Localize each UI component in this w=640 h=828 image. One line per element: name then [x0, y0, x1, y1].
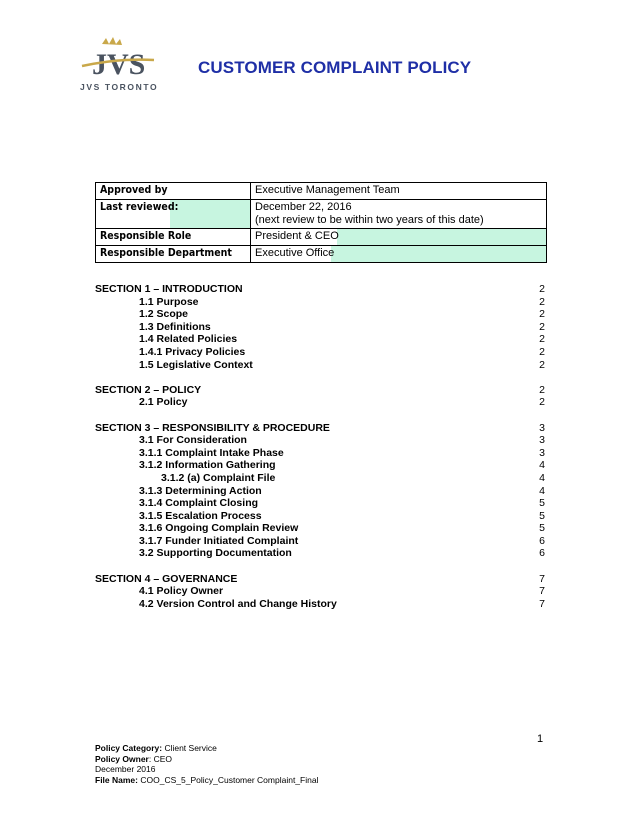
- toc-subsection-entry[interactable]: [95, 447, 547, 460]
- toc-subsection-entry[interactable]: [95, 321, 547, 334]
- footer-category: Policy Category: Client Service: [95, 743, 217, 753]
- toc-entry-page: 5: [539, 522, 545, 535]
- toc-subsection-entry[interactable]: [95, 547, 547, 560]
- toc-entry-page: 6: [539, 547, 545, 560]
- toc-subsection-entry[interactable]: [95, 535, 547, 548]
- toc-entry-page: 4: [539, 471, 545, 484]
- toc-entry-label: 3.1.7 Funder Initiated Complaint: [139, 534, 299, 547]
- toc-entry-label: 4.1 Policy Owner: [139, 585, 224, 598]
- toc-entry-label: SECTION 4 – GOVERNANCE: [95, 572, 238, 585]
- footer-file-name: File Name: COO_CS_5_Policy_Customer Complaint_Final: [95, 774, 319, 785]
- toc-entry-page: 4: [539, 484, 545, 497]
- last-reviewed-label: Last reviewed:: [96, 200, 251, 229]
- toc-entry-page: 5: [539, 497, 545, 510]
- toc-subsection-entry[interactable]: [95, 510, 547, 523]
- responsible-department-value: Executive Office: [251, 246, 547, 263]
- last-reviewed-value: December 22, 2016 (next review to be within two years of this date): [251, 200, 547, 229]
- toc-entry-label: 3.1.3 Determining Action: [139, 484, 262, 497]
- table-of-contents: [95, 283, 547, 610]
- toc-entry-label: 1.5 Legislative Context: [139, 358, 253, 371]
- toc-entry-page: 2: [539, 308, 545, 321]
- toc-entry-label: 1.4 Related Policies: [139, 333, 238, 346]
- toc-entry-page: 7: [539, 585, 545, 598]
- toc-subsection-entry[interactable]: [95, 333, 547, 346]
- responsible-role-label: Responsible Role: [96, 229, 251, 246]
- footer-date: December 2016: [95, 764, 156, 774]
- toc-entry-page: 7: [539, 572, 545, 585]
- toc-entry-label: 3.1.6 Ongoing Complain Review: [139, 522, 299, 535]
- toc-subsection-entry[interactable]: [95, 472, 547, 485]
- toc-spacer: [95, 560, 547, 573]
- toc-section-entry[interactable]: [95, 573, 547, 586]
- toc-entry-label: 3.1.2 (a) Complaint File: [161, 471, 276, 484]
- logo-caption: JVS TORONTO: [80, 82, 159, 92]
- toc-entry-label: SECTION 2 – POLICY: [95, 383, 202, 396]
- toc-entry-page: 7: [539, 597, 545, 610]
- toc-entry-page: 4: [539, 459, 545, 472]
- toc-entry-label: 3.1.4 Complaint Closing: [139, 497, 259, 510]
- toc-entry-page: 2: [539, 358, 545, 371]
- table-row: [96, 200, 547, 229]
- toc-entry-label: 1.2 Scope: [139, 308, 189, 321]
- toc-section-entry[interactable]: [95, 384, 547, 397]
- toc-entry-label: 3.2 Supporting Documentation: [139, 547, 292, 560]
- toc-entry-page: 2: [539, 320, 545, 333]
- toc-entry-page: 2: [539, 345, 545, 358]
- toc-entry-page: 2: [539, 295, 545, 308]
- toc-entry-label: 1.4.1 Privacy Policies: [139, 345, 246, 358]
- toc-entry-label: 4.2 Version Control and Change History: [139, 597, 337, 610]
- responsible-department-label: Responsible Department: [96, 246, 251, 263]
- toc-entry-page: 3: [539, 434, 545, 447]
- approved-by-value: Executive Management Team: [251, 183, 547, 200]
- toc-subsection-entry[interactable]: [95, 522, 547, 535]
- toc-entry-page: 3: [539, 446, 545, 459]
- table-row: [96, 183, 547, 200]
- toc-entry-page: 5: [539, 509, 545, 522]
- toc-entry-label: 1.3 Definitions: [139, 320, 211, 333]
- toc-subsection-entry[interactable]: [95, 434, 547, 447]
- toc-subsection-entry[interactable]: [95, 598, 547, 611]
- responsible-role-value: President & CEO: [251, 229, 547, 246]
- policy-metadata-table: [95, 182, 547, 263]
- toc-entry-label: 3.1 For Consideration: [139, 434, 247, 447]
- toc-entry-page: 6: [539, 534, 545, 547]
- toc-entry-page: 2: [539, 283, 545, 295]
- page-number: 1: [537, 733, 544, 745]
- toc-section-entry[interactable]: [95, 422, 547, 435]
- toc-subsection-entry[interactable]: [95, 485, 547, 498]
- svg-text:JVS: JVS: [92, 48, 146, 81]
- toc-entry-page: 2: [539, 383, 545, 396]
- footer-owner: Policy Owner: CEO: [95, 753, 173, 764]
- toc-spacer: [95, 409, 547, 422]
- table-row: [96, 229, 547, 246]
- toc-section-entry[interactable]: [95, 283, 547, 296]
- toc-entry-page: 3: [539, 421, 545, 434]
- document-footer: [95, 743, 318, 785]
- toc-entry-page: 2: [539, 333, 545, 346]
- table-row: [96, 246, 547, 263]
- toc-subsection-entry[interactable]: [95, 585, 547, 598]
- toc-spacer: [95, 371, 547, 384]
- toc-entry-label: 1.1 Purpose: [139, 295, 199, 308]
- toc-subsection-entry[interactable]: [95, 296, 547, 309]
- toc-entry-label: SECTION 3 – RESPONSIBILITY & PROCEDURE: [95, 421, 330, 434]
- toc-entry-label: SECTION 1 – INTRODUCTION: [95, 283, 243, 295]
- toc-subsection-entry[interactable]: [95, 497, 547, 510]
- toc-subsection-entry[interactable]: [95, 346, 547, 359]
- toc-entry-label: 2.1 Policy: [139, 396, 188, 409]
- toc-subsection-entry[interactable]: [95, 359, 547, 372]
- document-title: CUSTOMER COMPLAINT POLICY: [198, 58, 472, 77]
- toc-entry-label: 3.1.1 Complaint Intake Phase: [139, 446, 284, 459]
- toc-subsection-entry[interactable]: [95, 396, 547, 409]
- toc-entry-label: 3.1.5 Escalation Process: [139, 509, 262, 522]
- approved-by-label: Approved by: [96, 183, 251, 200]
- toc-entry-page: 2: [539, 396, 545, 409]
- toc-entry-label: 3.1.2 Information Gathering: [139, 459, 276, 472]
- toc-subsection-entry[interactable]: [95, 459, 547, 472]
- toc-subsection-entry[interactable]: [95, 308, 547, 321]
